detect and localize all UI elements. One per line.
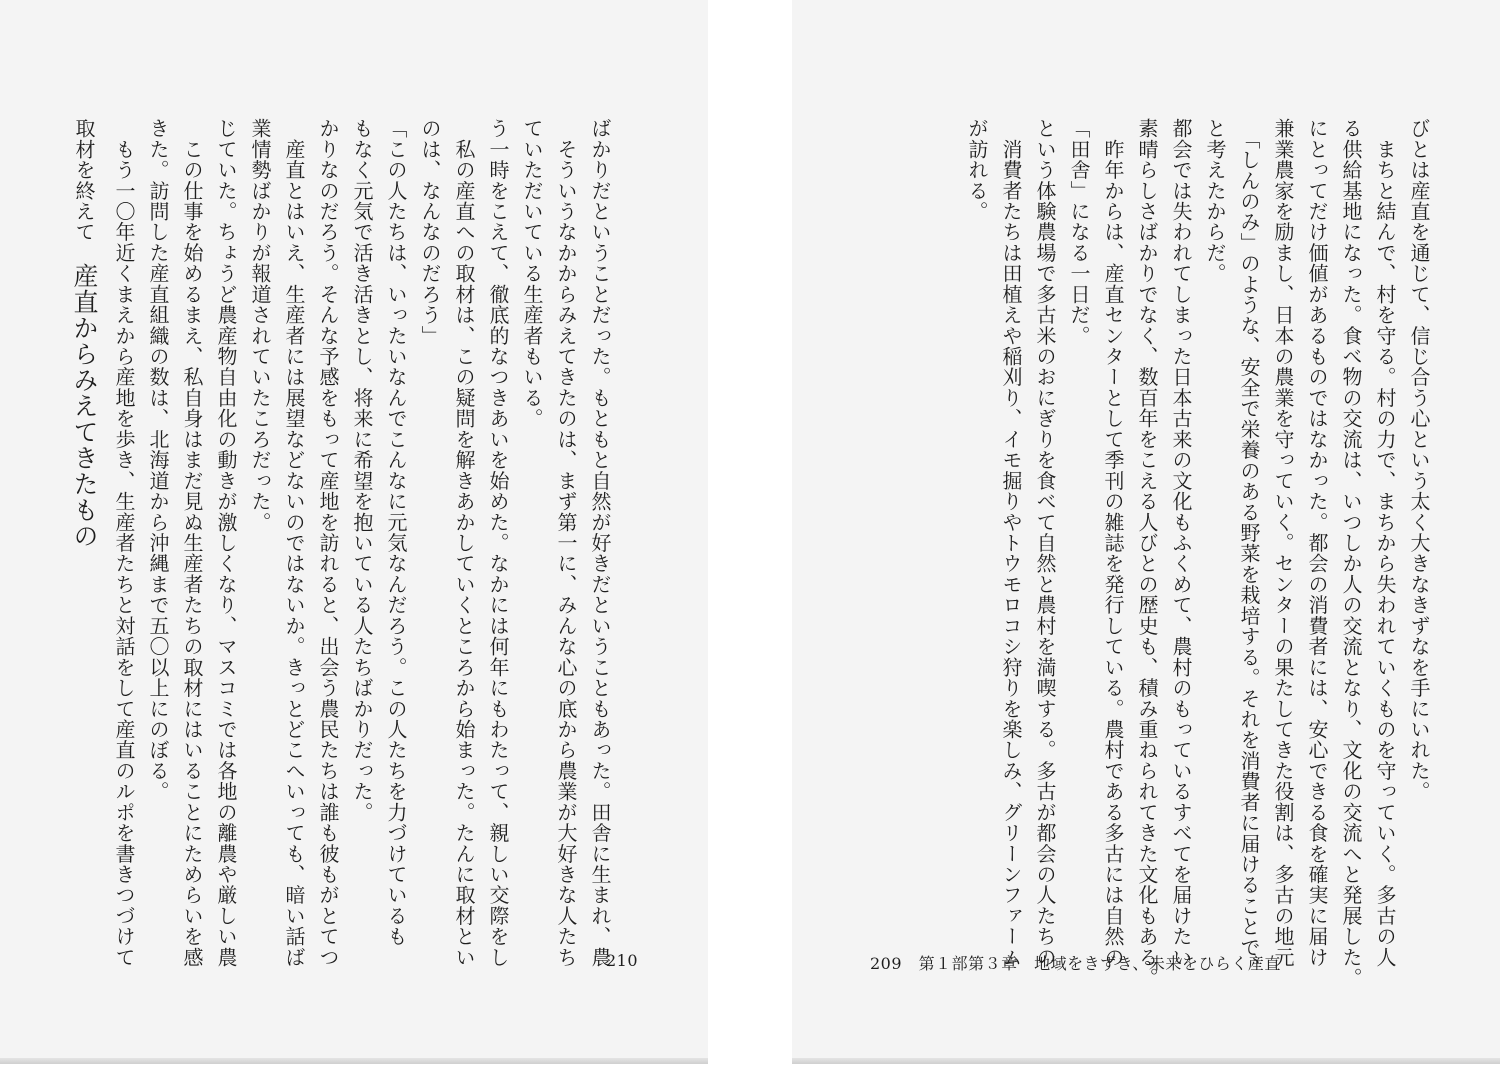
text-line: 都会では失われてしまった日本古来の文化もふくめて、農村のもっているすべてを届けたい	[1169, 118, 1193, 968]
text-line: ばかりだということだった。もともと自然が好きだということもあった。田舎に生まれ、農	[588, 118, 612, 968]
page-number: 209	[870, 954, 903, 973]
text-line: にとってだけ価値があるものではなかった。都会の消費者には、安心できる食を確実に届け	[1305, 118, 1329, 968]
text-line: 素晴らしさばかりでなく、数百年をこえる人びとの歴史も、積み重ねられてきた文化もある。	[1135, 118, 1159, 989]
text-line: のは、なんなのだろう」	[418, 118, 442, 346]
text-line: う一時をこえて、徹底的なつきあいを始めた。なかには何年にもわたって、親しい交際をし	[486, 118, 510, 968]
heading-prefix: 取材を終えて	[72, 118, 96, 243]
heading-title: 産直からみえてきたもの	[70, 263, 99, 550]
page-number: 210	[606, 951, 639, 970]
text-line: 「田舎」になる一日だ。	[1067, 118, 1091, 346]
page-edge	[792, 1058, 1500, 1064]
text-line: この仕事を始めるまえ、私自身はまだ見ぬ生産者たちの取材にはいることにためらいを感	[180, 118, 204, 968]
left-page-text	[67, 118, 617, 968]
text-line: 消費者たちは田植えや稲刈り、イモ掘りやトウモロコシ狩りを楽しみ、グリーンファーム	[999, 118, 1023, 968]
left-page	[0, 0, 708, 1064]
text-line: 産直とはいえ、生産者には展望などないのではないか。きっとどこへいっても、暗い話ば	[282, 118, 306, 968]
running-head: 第１部第３章 地域をきずき、未来をひらく産直	[918, 954, 1281, 973]
text-line: 「この人たちは、いったいなんでこんなに元気なんだろう。この人たちを力づけているも	[384, 118, 408, 947]
page-edge	[0, 1058, 708, 1064]
text-line: 「しんのみ」のような、安全で栄養のある野菜を栽培する。それを消費者に届けることで、	[1237, 118, 1261, 979]
text-line: 業情勢ばかりが報道されていたころだった。	[248, 118, 272, 533]
text-line: る供給基地になった。食べ物の交流は、いつしか人の交流となり、文化の交流へと発展した。	[1339, 118, 1363, 989]
right-page	[792, 0, 1500, 1064]
text-line: 兼業農家を励まし、日本の農業を守っていく。センターの果たしてきた役割は、多古の地元	[1271, 118, 1295, 968]
text-line: ていただいている生産者もいる。	[520, 118, 544, 429]
text-line: 昨年からは、産直センターとして季刊の雑誌を発行している。農村である多古には自然の	[1101, 118, 1125, 968]
text-line: もなく元気で活き活きとし、将来に希望を抱いている人たちばかりだった。	[350, 118, 374, 823]
text-line: かりなのだろう。そんな予感をもって産地を訪れると、出会う農民たちは誰も彼もがとてつ	[316, 118, 340, 968]
text-line: まちと結んで、村を守る。村の力で、まちから失われていくものを守っていく。多古の人	[1373, 118, 1397, 968]
text-line: 私の産直への取材は、この疑問を解きあかしていくところから始まった。たんに取材とい	[452, 118, 476, 968]
page-number-and-running-head	[870, 951, 1281, 974]
text-line: そういうなかからみえてきたのは、まず第一に、みんな心の底から農業が大好きな人たち	[554, 118, 578, 968]
text-line: びとは産直を通じて、信じ合う心という太く大きなきずなを手にいれた。	[1407, 118, 1431, 802]
text-line: もう一〇年近くまえから産地を歩き、生産者たちと対話をして産直のルポを書きつづけて	[112, 118, 136, 968]
text-line: が訪れる。	[965, 118, 989, 222]
right-page-text	[960, 118, 1436, 988]
text-line: と考えたからだ。	[1203, 118, 1227, 284]
text-line: じていた。ちょうど農産物自由化の動きが激しくなり、マスコミでは各地の離農や厳しい農	[214, 118, 238, 968]
text-line: という体験農場で多古米のおにぎりを食べて自然と農村を満喫する。多古が都会の人たちの	[1033, 118, 1057, 968]
section-heading	[67, 118, 101, 968]
text-line: きた。訪問した産直組織の数は、北海道から沖縄まで五〇以上にのぼる。	[146, 118, 170, 802]
